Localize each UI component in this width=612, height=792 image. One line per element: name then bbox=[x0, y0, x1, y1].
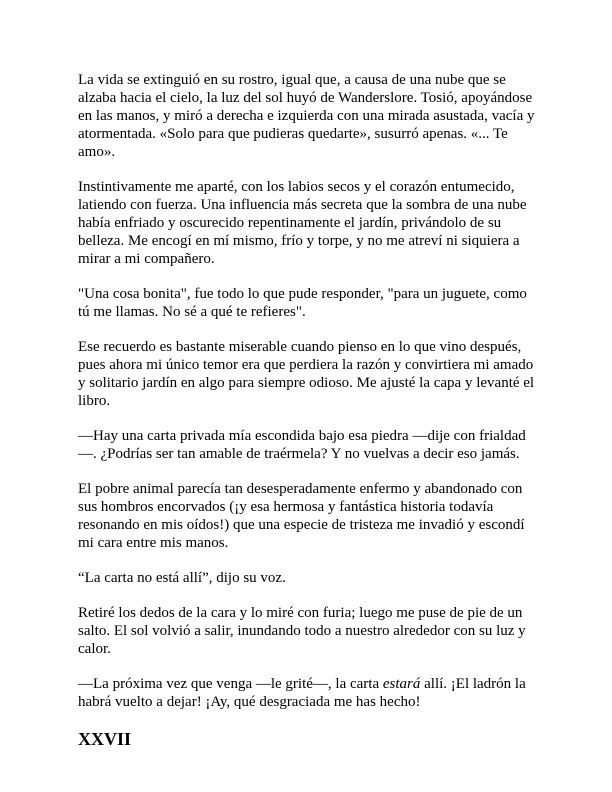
paragraph-7: “La carta no está allí”, dijo su voz. bbox=[78, 570, 286, 586]
paragraph-4: Ese recuerdo es bastante miserable cuando pienso en lo que vino después, pues ahora mi único temor era que perdiera la razón y convirtiera mi amado y solitario jardín en algo para siempre odioso. Me ajusté la capa y levanté el libro. bbox=[78, 339, 535, 409]
paragraph-2: Instintivamente me aparté, con los labios secos y el corazón entumecido, latiendo con fuerza. Una influencia más secreta que la sombra de una nube había enfriado y oscurecido repentinamente el jardín, privándolo de su belleza. Me encogí en mí mismo, frío y torpe, y no me atreví ni siquiera a mirar a mi compañero. bbox=[78, 179, 527, 267]
paragraph-9-emphasis: estará bbox=[382, 676, 421, 692]
chapter-heading: XXVII bbox=[78, 729, 132, 749]
paragraph-9 bbox=[78, 675, 536, 711]
paragraph-5: —Hay una carta privada mía escondida bajo esa piedra —dije con frialdad —. ¿Podrías ser tan amable de traérmela? Y no vuelvas a decir eso jamás. bbox=[78, 428, 526, 462]
paragraph-3: "Una cosa bonita", fue todo lo que pude responder, "para un juguete, como tú me llamas. No sé a qué te refieres". bbox=[78, 286, 527, 320]
paragraph-9-text-before: —La próxima vez que venga —le grité—, la carta bbox=[78, 676, 383, 692]
paragraph-9-text-after: allí. ¡El ladrón la habrá vuelto a dejar! ¡Ay, qué desgraciada me has hecho! bbox=[78, 676, 526, 710]
document-page bbox=[78, 71, 536, 750]
paragraph-1: La vida se extinguió en su rostro, igual que, a causa de una nube que se alzaba hacia el cielo, la luz del sol huyó de Wanderslore. Tosió, apoyándose en las manos, y miró a derecha e izquierda con una mirada asustada, vacía y atormentada. «Solo para que pudieras quedarte», susurró apenas. «... Te amo». bbox=[78, 72, 535, 160]
paragraph-8: Retiré los dedos de la cara y lo miré con furia; luego me puse de pie de un salto. El sol volvió a salir, inundando todo a nuestro alrededor con su luz y calor. bbox=[78, 605, 526, 657]
paragraph-6: El pobre animal parecía tan desesperadamente enfermo y abandonado con sus hombros encorvados (¡y esa hermosa y fantástica historia todavía resonando en mis oídos!) que una especie de tristeza me invadió y escondí mi cara entre mis manos. bbox=[78, 481, 525, 551]
